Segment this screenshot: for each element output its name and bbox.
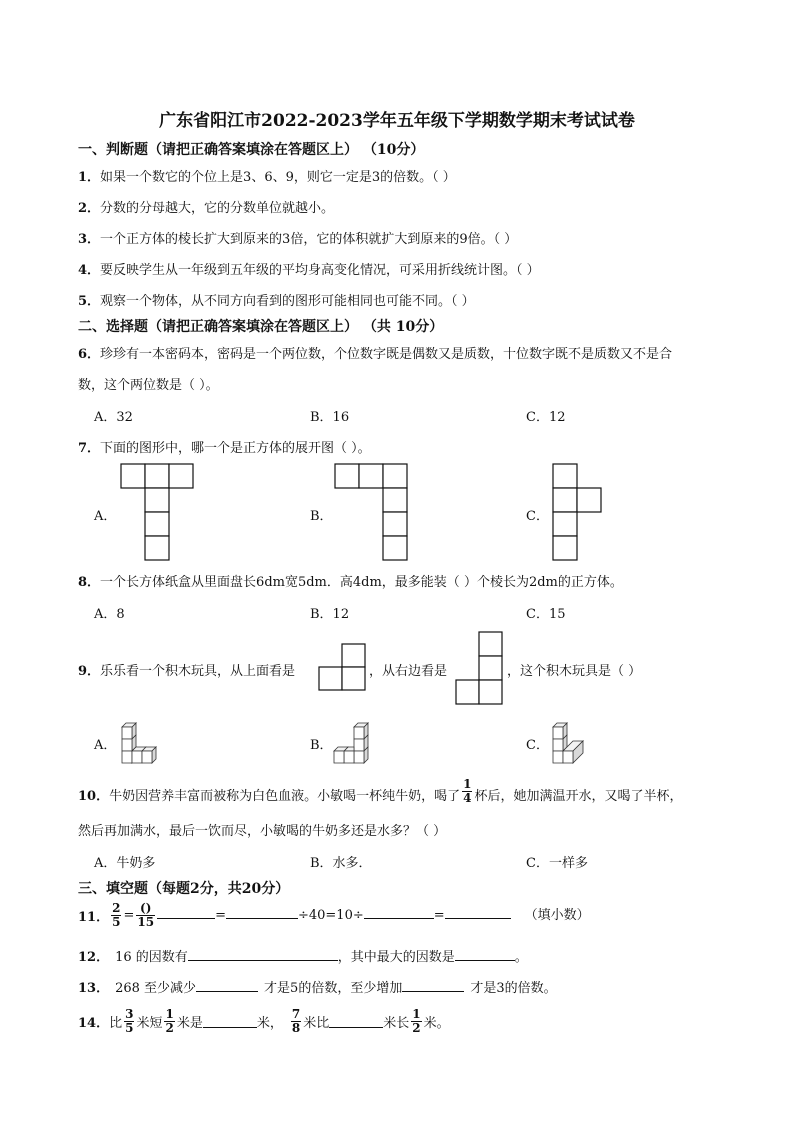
fraction-denominator: 4	[463, 791, 472, 805]
question-text: ÷40=10÷	[297, 908, 364, 923]
question-13	[78, 977, 557, 996]
answer-blank[interactable]	[329, 1015, 383, 1028]
answer-blank[interactable]	[226, 906, 298, 919]
question-text: 观察一个物体，从不同方向看到的图形可能相同也可能不同。（ ）	[100, 294, 475, 309]
fraction	[411, 1008, 421, 1035]
answer-blank[interactable]	[402, 979, 464, 992]
question-text: 米短	[136, 1016, 163, 1031]
question-text: 米，	[256, 1016, 283, 1031]
question-text: 米是	[176, 1016, 203, 1031]
question-8	[78, 571, 623, 590]
question-14	[78, 1008, 450, 1035]
section-1-heading: 一、判断题（请把正确答案填涂在答题区上） （10分）	[78, 142, 425, 158]
option-b: B．水多．	[310, 856, 372, 871]
fraction	[462, 778, 472, 805]
question-9-part1	[78, 660, 295, 679]
fraction	[291, 1008, 301, 1035]
fraction-denominator: 8	[291, 1021, 301, 1035]
option-b: B．12	[310, 607, 350, 622]
fraction	[111, 902, 121, 929]
fraction-numerator: 7	[291, 1007, 301, 1021]
option-a: A．	[94, 738, 117, 753]
option-a: A．牛奶多	[94, 856, 156, 871]
page-title: 广东省阳江市2022-2023学年五年级下学期数学期末考试试卷	[159, 111, 635, 131]
answer-blank[interactable]	[364, 906, 434, 919]
equals-sign: =	[215, 908, 226, 923]
option-b: B．	[310, 738, 333, 753]
question-2	[78, 197, 334, 216]
cube-net-a-figure	[120, 463, 195, 563]
equals-sign: =	[433, 908, 445, 923]
fraction-numerator: ()	[136, 902, 155, 916]
question-12	[78, 946, 528, 965]
question-text: 一个长方体纸盒从里面盘长6dm宽5dm．高4dm，最多能装（ ）个棱长为2dm的正方体。	[100, 575, 623, 590]
question-text: 268 至少减少	[115, 981, 197, 996]
question-text: 比	[109, 1016, 123, 1031]
question-number: 8．	[78, 575, 101, 590]
option-c: C．	[526, 509, 549, 524]
question-text: 要反映学生从一年级到五年级的平均身高变化情况，可采用折线统计图。（ ）	[100, 263, 540, 278]
fraction-denominator: 2	[165, 1021, 174, 1035]
question-text: 分数的分母越大，它的分数单位就越小。	[100, 201, 335, 216]
question-6-line1	[78, 343, 672, 362]
answer-blank[interactable]	[188, 948, 338, 961]
question-number: 7．	[78, 441, 101, 456]
section-3-heading: 三、填空题（每题2分，共20分）	[78, 881, 290, 897]
fraction-numerator: 1	[165, 1007, 174, 1021]
option-c: C．12	[526, 410, 566, 425]
option-c: C．15	[526, 607, 566, 622]
answer-blank[interactable]	[157, 906, 215, 919]
question-number: 5．	[78, 294, 101, 309]
block-model-a-figure	[118, 715, 163, 767]
option-b: B．	[310, 509, 333, 524]
question-1	[78, 166, 456, 185]
fraction-numerator: 1	[412, 1007, 421, 1021]
fraction-denominator: 2	[412, 1021, 421, 1035]
fraction-denominator: 15	[137, 915, 155, 929]
option-c: C．一样多	[526, 856, 588, 871]
question-9-part3: ，这个积木玩具是（ ）	[507, 664, 642, 679]
question-11: 11． $\frac{2}{5}$ = $\frac{()}{15}$ = ÷40=10÷ = （填小数）	[78, 901, 590, 929]
question-number: 14．	[78, 1016, 110, 1031]
question-text: 米比	[303, 1016, 330, 1031]
question-text: 米。	[423, 1016, 450, 1031]
question-4	[78, 259, 540, 278]
top-view-figure	[318, 643, 368, 693]
fraction-numerator: 2	[112, 901, 121, 915]
block-model-b-figure	[334, 715, 379, 767]
fraction-numerator: 1	[463, 777, 472, 791]
question-7	[78, 437, 371, 456]
question-number: 1．	[78, 170, 101, 185]
question-text: 米长	[383, 1016, 410, 1031]
question-10-line2: 然后再加满水，最后一饮而尽，小敏喝的牛奶多还是水多？（ ）	[78, 824, 447, 839]
question-5	[78, 290, 475, 309]
option-a: A．32	[94, 410, 133, 425]
cube-net-b-figure	[334, 463, 409, 563]
question-number: 13．	[78, 981, 110, 996]
question-6-line2: 数，这个两位数是（ ）。	[78, 378, 219, 393]
question-number: 4．	[78, 263, 101, 278]
question-text: 如果一个数它的个位上是3、6、9，则它一定是3的倍数。（ ）	[100, 170, 456, 185]
question-3	[78, 228, 517, 247]
question-number: 12．	[78, 950, 110, 965]
option-a: A．8	[94, 607, 125, 622]
question-text: 才是3的倍数。	[470, 981, 557, 996]
question-number: 10．	[78, 789, 110, 804]
fraction	[136, 902, 155, 929]
question-text: ，其中最大的因数是	[337, 950, 455, 965]
option-c: C．	[526, 738, 549, 753]
question-text: 一个正方体的棱长扩大到原来的3倍，它的体积就扩大到原来的9倍。（ ）	[100, 232, 518, 247]
question-number: 2．	[78, 201, 101, 216]
question-number: 9．	[78, 664, 101, 679]
answer-blank[interactable]	[455, 948, 515, 961]
option-a: A．	[94, 509, 117, 524]
right-view-figure	[455, 631, 505, 707]
fraction	[164, 1008, 174, 1035]
fraction-numerator: 3	[125, 1007, 134, 1021]
answer-blank[interactable]	[203, 1015, 257, 1028]
question-text: 16 的因数有	[115, 950, 188, 965]
answer-blank[interactable]	[196, 979, 258, 992]
question-text: 下面的图形中，哪一个是正方体的展开图（ ）。	[100, 441, 371, 456]
question-number: 11．	[78, 910, 110, 925]
option-b: B．16	[310, 410, 350, 425]
question-9-part2: ，从右边看是	[369, 664, 448, 679]
fraction-denominator: 5	[112, 915, 121, 929]
question-text: 乐乐看一个积木玩具，从上面看是	[100, 664, 296, 679]
block-model-c-figure	[549, 715, 594, 767]
question-text: 珍珍有一本密码本，密码是一个两位数，个位数字既是偶数又是质数，十位数字既不是质数又不是合	[100, 347, 673, 362]
question-number: 3．	[78, 232, 101, 247]
question-10-line1	[78, 777, 683, 805]
question-text: 杯后，她加满温开水，又喝了半杯，	[474, 789, 683, 804]
question-note: （填小数）	[524, 908, 590, 923]
question-text: 。	[514, 950, 528, 965]
question-text: 牛奶因营养丰富而被称为白色血液。小敏喝一杯纯牛奶，喝了	[109, 789, 461, 804]
question-text: 才是5的倍数，至少增加	[264, 981, 403, 996]
fraction	[124, 1008, 134, 1035]
answer-blank[interactable]	[445, 906, 511, 919]
section-2-heading: 二、选择题（请把正确答案填涂在答题区上） （共 10分）	[78, 319, 444, 335]
cube-net-c-figure	[552, 463, 604, 563]
question-number: 6．	[78, 347, 101, 362]
fraction-denominator: 5	[125, 1021, 134, 1035]
